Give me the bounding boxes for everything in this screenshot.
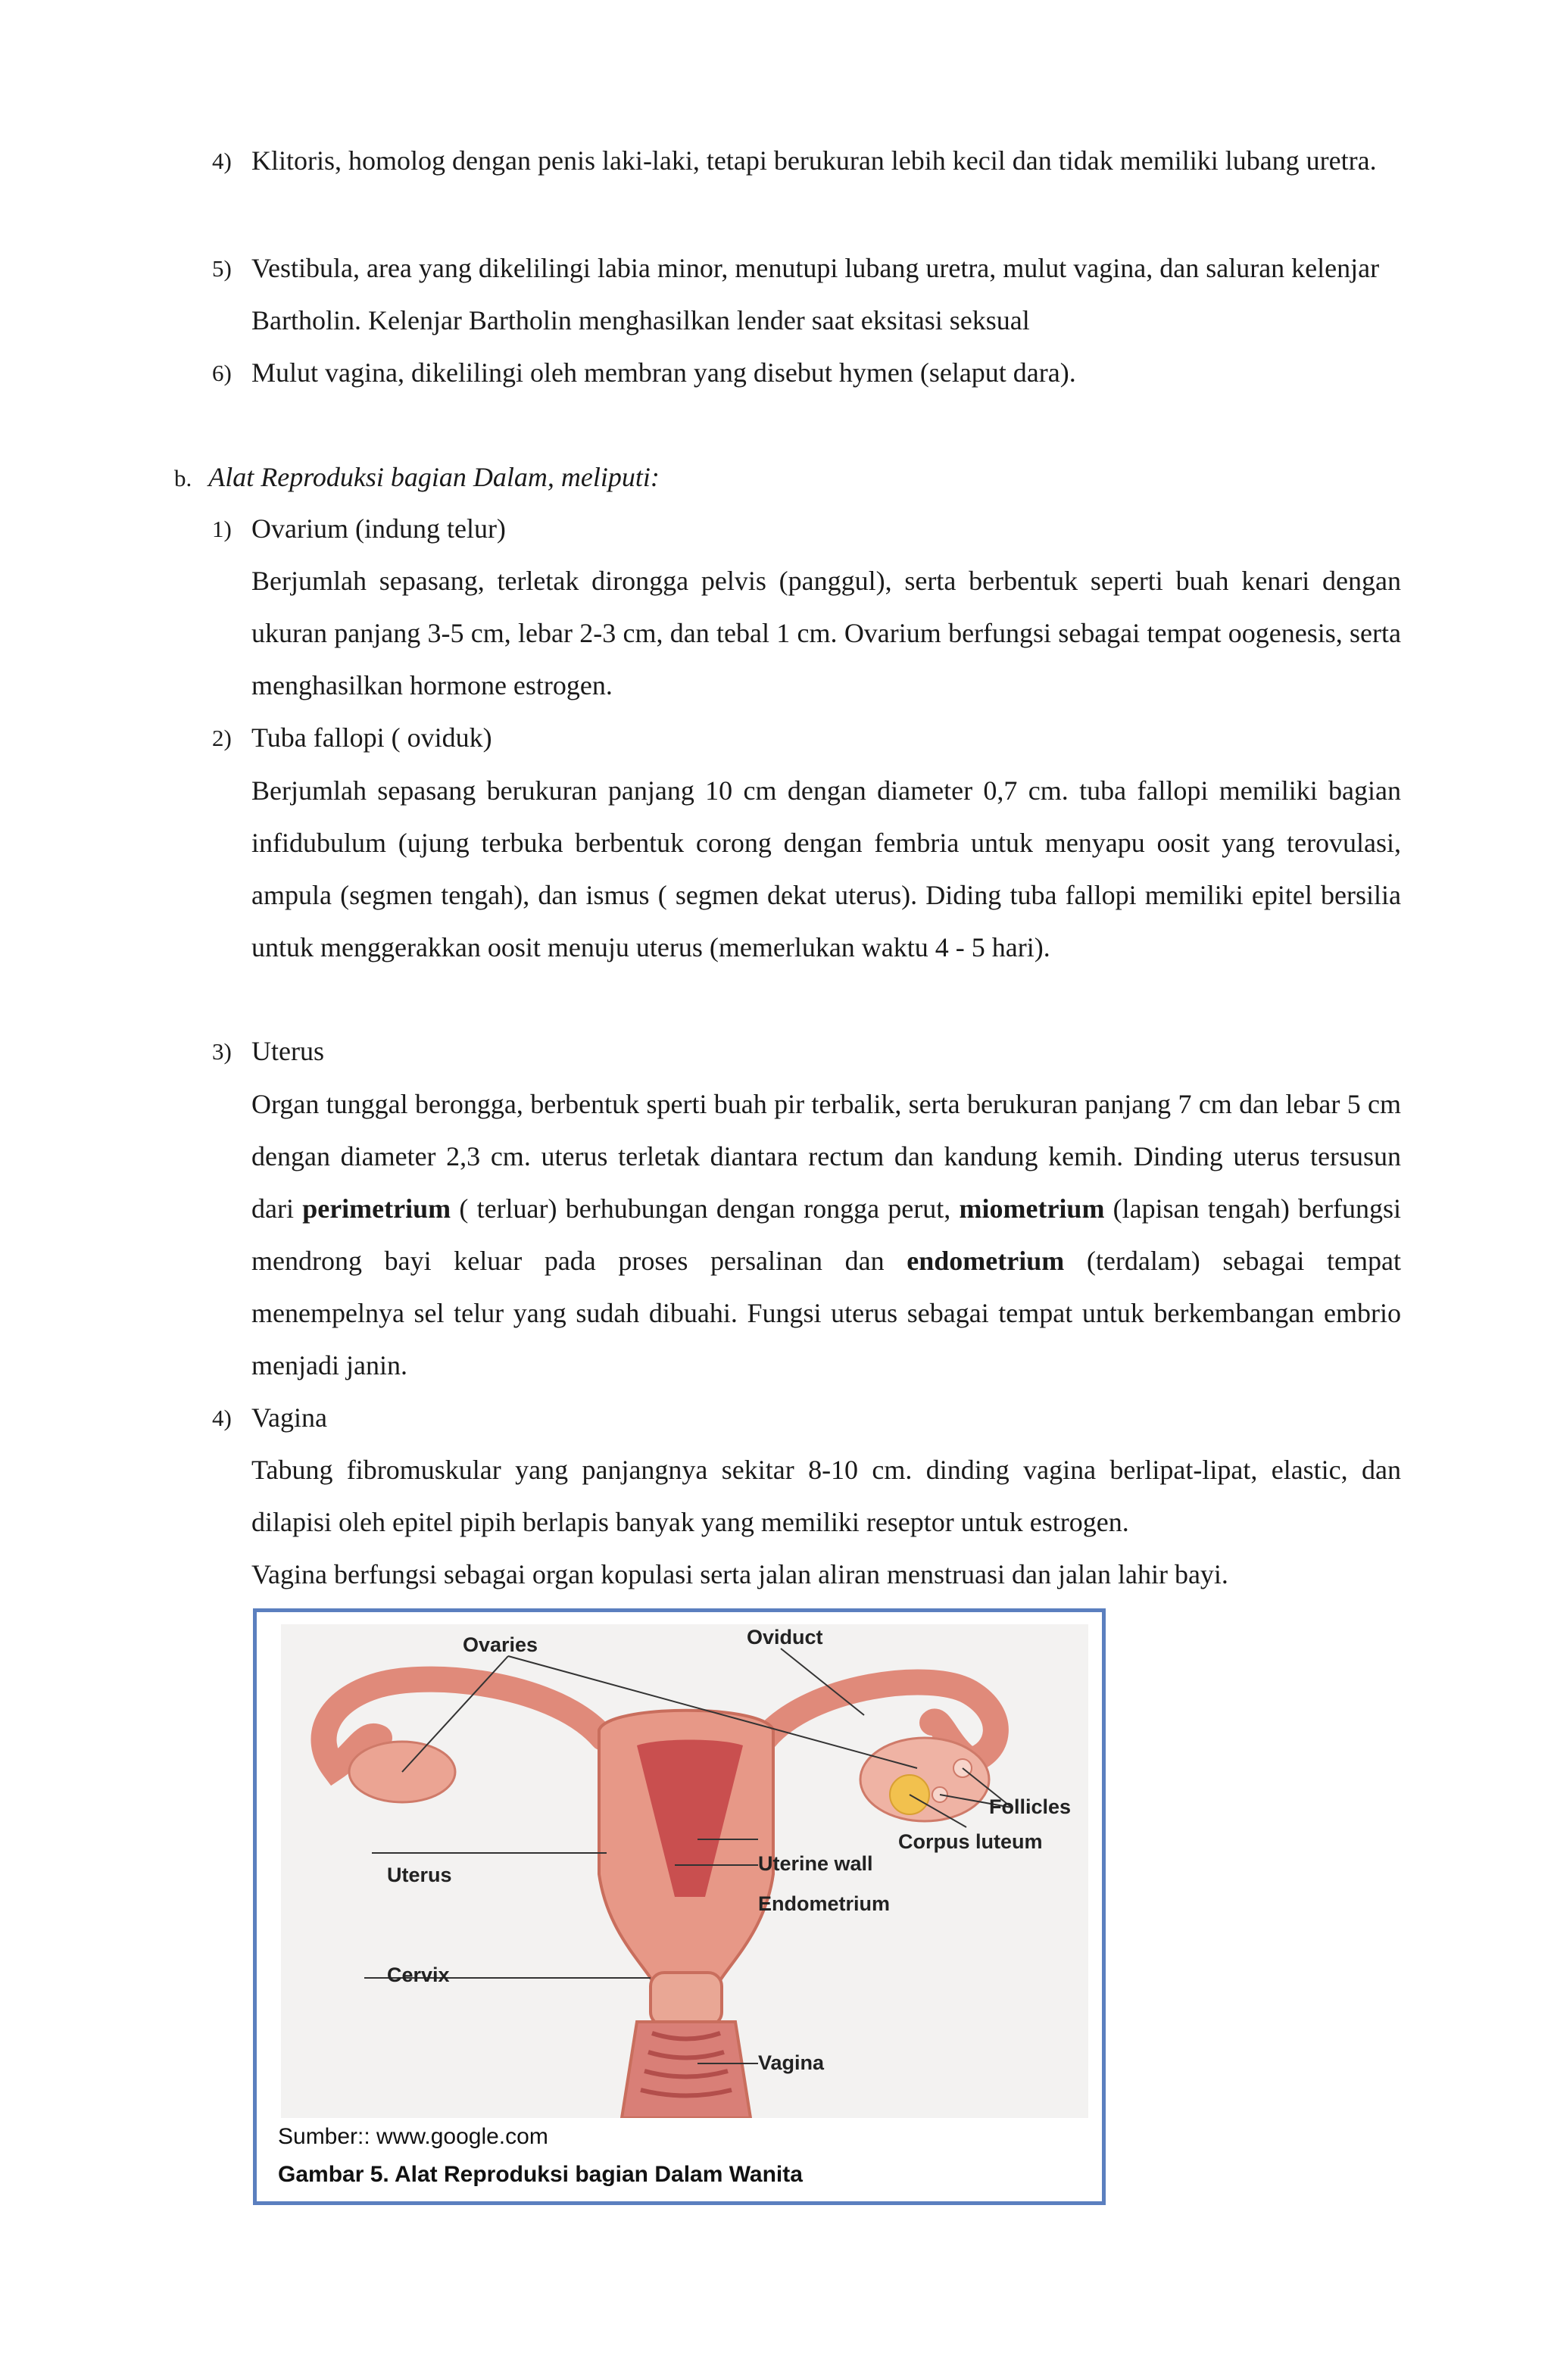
organ-ovarium-title — [212, 503, 1401, 555]
list-item-mulut-vagina — [212, 347, 1401, 399]
list-item-vestibula — [212, 242, 1401, 347]
term-perimetrium: perimetrium — [302, 1193, 451, 1224]
organ-tuba-title — [212, 712, 1401, 764]
organ-ovarium-description: Berjumlah sepasang, terletak dirongga pelvis (panggul), serta berbentuk seperti buah kenari dengan ukuran panjang 3-5 cm, lebar 2-3 cm, dan tebal 1 cm. Ovarium berfungsi sebagai tempat oogenesis, serta menghasilkan hormone estrogen. — [251, 566, 1401, 700]
list-number: 3) — [212, 1038, 232, 1065]
label-oviduct: Oviduct — [747, 1626, 823, 1649]
desc-text: (lapisan tengah) berfungsi mendrong bayi keluar pada proses persalinan dan — [251, 1193, 1401, 1276]
organ-vagina-description: Tabung fibromuskular yang panjangnya sekitar 8-10 cm. dinding vagina berlipat-lipat, elastic, dan dilapisi oleh epitel pipih berlapis banyak yang memiliki reseptor untuk estrogen. — [251, 1455, 1401, 1537]
list-text: Vestibula, area yang dikelilingi labia minor, menutupi lubang uretra, mulut vagina, dan saluran kelenjar Bartholin. Kelenjar Bartholin menghasilkan lender saat eksitasi seksual — [251, 253, 1380, 335]
label-corpus-luteum: Corpus luteum — [898, 1830, 1043, 1853]
list-number: 4) — [212, 148, 232, 174]
list-number: 4) — [212, 1405, 232, 1431]
desc-text: ( terluar) berhubungan dengan rongga perut, — [451, 1193, 960, 1224]
list-item-klitoris — [212, 135, 1401, 187]
label-ovaries: Ovaries — [463, 1633, 538, 1656]
list-number: 5) — [212, 255, 232, 282]
list-number: 1) — [212, 516, 232, 542]
organ-uterus-title — [212, 1025, 1401, 1078]
label-vagina: Vagina — [758, 2051, 825, 2074]
section-letter: b. — [174, 465, 192, 491]
organ-title: Ovarium (indung telur) — [251, 513, 506, 544]
term-endometrium: endometrium — [907, 1246, 1065, 1276]
organ-title: Vagina — [251, 1402, 327, 1433]
organ-vagina-title — [212, 1392, 1401, 1444]
desc-text: (terdalam) sebagai tempat menempelnya sel telur yang sudah dibuahi. Fungsi uterus sebagai tempat untuk berkembangan embrio menjadi janin. — [251, 1246, 1401, 1380]
desc-text: Organ tunggal berongga, berbentuk sperti buah pir terbalik, serta berukuran panjang 7 cm dan lebar 5 cm dengan diameter 2,3 cm. uterus terletak diantara rectum dan kandung kemih. Dinding uterus tersusun dari — [251, 1089, 1401, 1224]
label-follicles: Follicles — [989, 1795, 1072, 1818]
figure-source: Sumber:: www.google.com — [278, 2124, 548, 2149]
organ-tuba-description: Berjumlah sepasang berukuran panjang 10 cm dengan diameter 0,7 cm. tuba fallopi memiliki bagian infidubulum (ujung terbuka berbentuk corong dengan fembria untuk menyapu oosit yang terovulasi, ampula (segmen tengah), dan ismus ( segmen dekat uterus). Diding tuba fallopi memiliki epitel bersilia untuk menggerakkan oosit menuju uterus (memerlukan waktu 4 - 5 hari). — [251, 775, 1401, 962]
organ-title: Uterus — [251, 1036, 324, 1066]
label-uterus: Uterus — [387, 1864, 452, 1886]
list-text: Klitoris, homolog dengan penis laki-laki, tetapi berukuran lebih kecil dan tidak memiliki lubang uretra. — [251, 145, 1377, 176]
label-cervix: Cervix — [387, 1964, 450, 1986]
figure-box — [253, 1608, 1106, 2205]
reproductive-organs-diagram — [281, 1624, 1088, 2118]
section-heading — [174, 451, 660, 504]
organ-vagina-function: Vagina berfungsi sebagai organ kopulasi serta jalan aliran menstruasi dan jalan lahir bayi. — [251, 1559, 1228, 1589]
figure-caption: Gambar 5. Alat Reproduksi bagian Dalam Wanita — [278, 2162, 803, 2187]
list-text: Mulut vagina, dikelilingi oleh membran yang disebut hymen (selaput dara). — [251, 357, 1076, 388]
organ-uterus-description — [251, 1078, 1401, 1392]
list-number: 2) — [212, 725, 232, 751]
label-endometrium: Endometrium — [758, 1892, 891, 1915]
list-number: 6) — [212, 360, 232, 386]
organ-title: Tuba fallopi ( oviduk) — [251, 722, 492, 753]
term-miometrium: miometrium — [959, 1193, 1105, 1224]
section-title: Alat Reproduksi bagian Dalam, meliputi: — [208, 462, 660, 492]
label-uterine-wall: Uterine wall — [758, 1852, 873, 1875]
